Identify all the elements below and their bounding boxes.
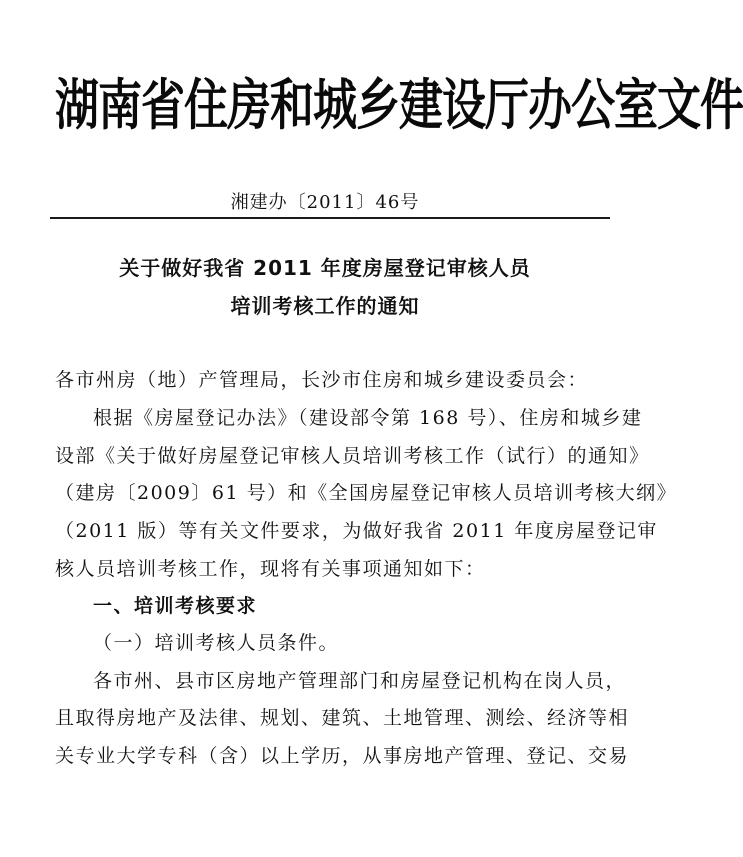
issuing-office-header: 湖南省住房和城乡建设厅办公室文件 [55, 73, 743, 138]
body-line: 设部《关于做好房屋登记审核人员培训考核工作（试行）的通知》 [55, 445, 650, 467]
body-line: 核人员培训考核工作，现将有关事项通知如下： [55, 558, 486, 580]
notice-title-line-2: 培训考核工作的通知 [230, 294, 420, 318]
notice-title-line-1: 关于做好我省 2011 年度房屋登记审核人员 [119, 256, 531, 280]
subsection-heading: （一）培训考核人员条件。 [93, 632, 340, 654]
body-line: 根据《房屋登记办法》（建设部令第 168 号）、住房和城乡建 [93, 407, 643, 429]
section-heading: 一、培训考核要求 [93, 595, 258, 617]
addressee-line: 各市州房（地）产管理局，长沙市住房和城乡建设委员会： [55, 369, 589, 391]
body-line: 各市州、县市区房地产管理部门和房屋登记机构在岗人员， [93, 670, 627, 692]
document-number: 湘建办〔2011〕46号 [230, 192, 420, 213]
body-line: 关专业大学专科（含）以上学历，从事房地产管理、登记、交易 [55, 745, 630, 767]
body-line: （建房〔2009〕61 号）和《全国房屋登记审核人员培训考核大纲》 [55, 482, 678, 504]
body-line: 且取得房地产及法律、规划、建筑、土地管理、测绘、经济等相 [55, 707, 630, 729]
body-line: （2011 版）等有关文件要求，为做好我省 2011 年度房屋登记审 [55, 520, 658, 542]
header-divider [50, 217, 610, 219]
